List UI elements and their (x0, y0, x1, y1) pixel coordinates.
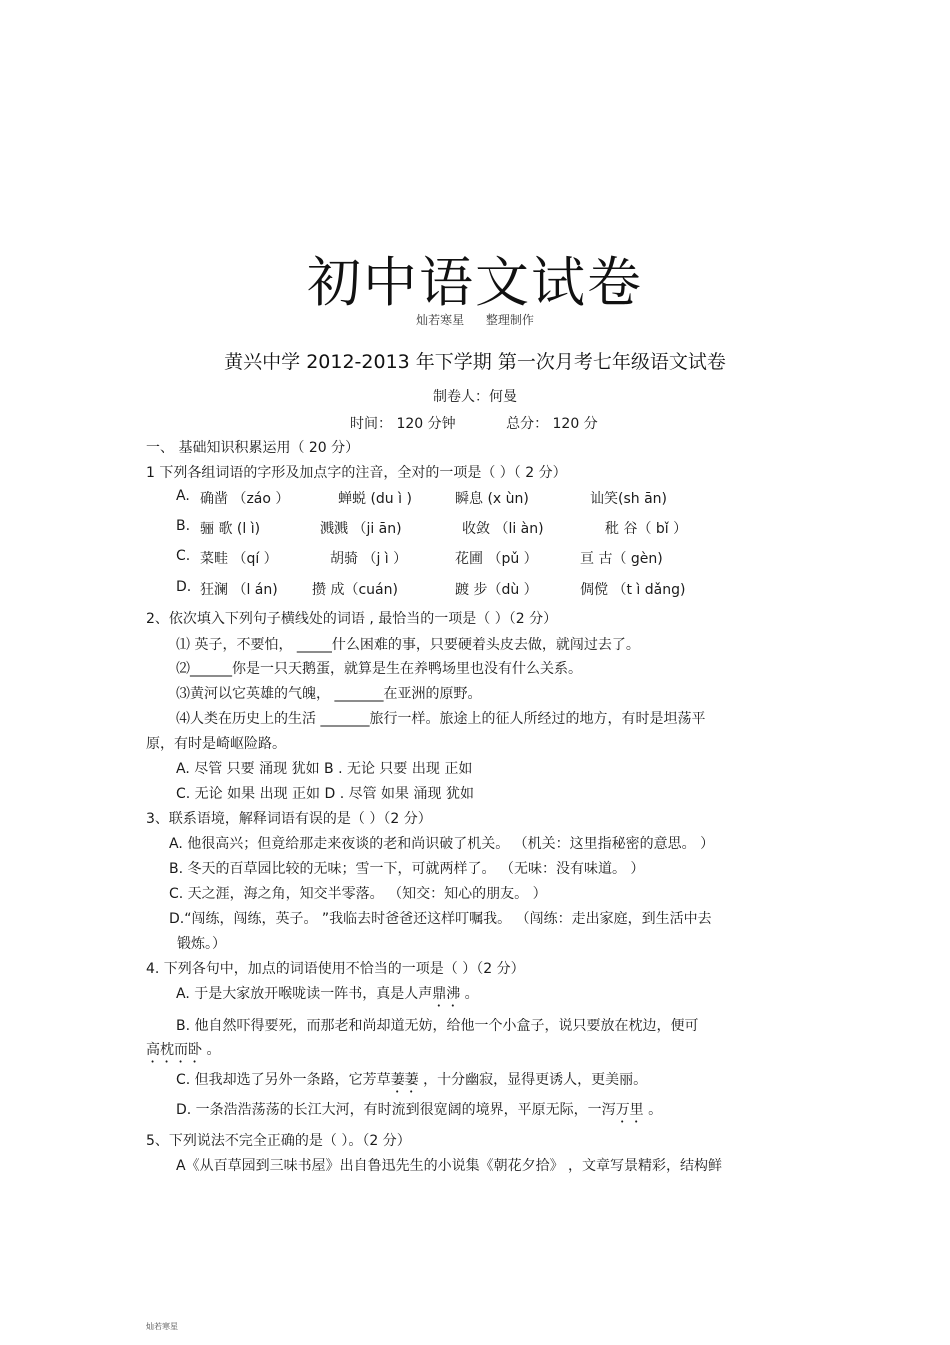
q1-option-word: 确凿 （záo ） (200, 491, 290, 507)
dotted-word: 鼎沸 (432, 986, 461, 1002)
question-4-option-b: B. 他自然吓得要死，而那老和尚却道无妨，给他一个小盒子，说只要放在枕边，便可 (176, 1018, 699, 1034)
question-4-option-c (176, 1069, 647, 1096)
time-and-score (350, 413, 598, 433)
question-3-option-c: C. 天之涯，海之角，知交半零落。 （知交：知心的朋友。 ） (169, 886, 547, 902)
q1-option-word: 讪笑(sh ān) (590, 491, 667, 507)
question-2-options-cd: C. 无论 如果 出现 正如 D . 尽管 如果 涌现 犹如 (176, 786, 474, 802)
school-title: 黄兴中学 2012-2013 年下学期 第一次月考七年级语文试卷 (224, 351, 726, 373)
text: 。 (460, 986, 479, 1002)
q1-option-word: 溅溅 （ji ān) (320, 521, 402, 537)
question-2-sentence-1: ⑴ 英子，不要怕， _____什么困难的事，只要硬着头皮去做，就闯过去了。 (176, 637, 640, 653)
q1-option-word: 菜畦 （qí ） (200, 551, 278, 567)
question-3-option-d: D.“闯练，闯练，英子。 ”我临去时爸爸还这样叮嘱我。 （闯练：走出家庭，到生活中去 (169, 911, 712, 927)
q1-option-label: C. (176, 548, 191, 564)
question-4-option-d (176, 1099, 662, 1126)
question-2-options-ab: A. 尽管 只要 涌现 犹如 B . 无论 只要 出现 正如 (176, 761, 473, 777)
author: 灿若寒星 (416, 313, 465, 327)
section-heading: 一、 基础知识积累运用（ 20 分） (146, 440, 360, 456)
q1-option-word: 秕 谷（ bǐ ） (605, 521, 688, 537)
q1-option-word: 花圃 （pǔ ） (455, 551, 538, 567)
q1-option-word: 攒 成（cuán) (312, 582, 398, 598)
question-1-stem: 1 下列各组词语的字形及加点字的注音，全对的一项是（ ）（ 2 分） (146, 465, 567, 481)
text: C. 但我却选了另外一条路，它芳草 (176, 1072, 391, 1088)
question-4-stem: 4. 下列各句中，加点的词语使用不恰当的一项是（ ）（2 分） (146, 961, 525, 977)
question-5-stem: 5、下列说法不完全正确的是（ ）。（2 分） (146, 1133, 411, 1149)
exam-time: 时间： 120 分钟 (350, 416, 456, 432)
question-2-stem: 2、依次填入下列句子横线处的词语 , 最恰当的一项是（ ）（2 分） (146, 611, 558, 627)
q1-option-label: D. (176, 579, 192, 595)
q1-option-word: 胡骑 （j ì ） (330, 551, 408, 567)
paper-maker: 制卷人：何曼 (433, 389, 517, 405)
q1-option-word: 亘 古（ gèn) (580, 551, 663, 567)
question-2-sentence-4-cont: 原，有时是崎岖险路。 (146, 736, 286, 752)
dotted-word: 萋萋 (390, 1072, 419, 1088)
page-footer: 灿若寒星 (146, 1322, 178, 1331)
q1-option-label: A. (176, 488, 190, 504)
text: D. 一条浩浩荡荡的长江大河，有时流到很宽阔的境界，平原无际，一泻 (176, 1102, 616, 1118)
text: ，十分幽寂，显得更诱人，更美丽。 (418, 1072, 648, 1088)
q1-option-word: 倜傥 （t ì dǎng) (580, 582, 686, 598)
question-4-option-a (176, 983, 479, 1010)
dotted-word: 高枕而卧 (146, 1042, 202, 1058)
q1-option-word: 骊 歌 (l ì) (200, 521, 261, 537)
q1-option-label: B. (176, 518, 191, 534)
q1-option-word: 瞬息 (x ùn) (455, 491, 529, 507)
question-3-stem: 3、联系语境，解释词语有误的是（ ）（2 分） (146, 811, 432, 827)
question-4-option-b-cont (146, 1039, 220, 1066)
text: A. 于是大家放开喉咙读一阵书，真是人声 (176, 986, 433, 1002)
q1-option-word: 蝉蜕 (du ì ) (338, 491, 412, 507)
paper-title: 初中语文试卷 (307, 251, 643, 314)
question-3-option-a: A. 他很高兴；但竟给那走来夜谈的老和尚识破了机关。 （机关：这里指秘密的意思。 ） (169, 836, 715, 852)
q1-option-word: 踱 步（dù ） (455, 582, 538, 598)
question-2-sentence-2: ⑵______你是一只天鹅蛋，就算是生在养鸭场里也没有什么关系。 (176, 661, 582, 677)
text: 。 (643, 1102, 663, 1118)
question-3-option-b: B. 冬天的百草园比较的无味；雪一下，可就两样了。 （无味：没有味道。 ） (169, 861, 645, 877)
question-2-sentence-3: ⑶黄河以它英雄的气魄， _______在亚洲的原野。 (176, 686, 482, 702)
question-5-option-a: A《从百草园到三味书屋》出自鲁迅先生的小说集《朝花夕拾》 ，文章写景精彩，结构鲜 (176, 1158, 723, 1174)
question-3-option-d-cont: 锻炼。） (177, 936, 226, 952)
q1-option-word: 狂澜 （l án) (200, 582, 278, 598)
question-2-sentence-4: ⑷人类在历史上的生活 _______旅行一样。旅途上的征人所经过的地方，有时是坦荡平 (176, 711, 706, 727)
q1-option-word: 收敛 （li àn) (462, 521, 544, 537)
editor: 整理制作 (485, 313, 534, 327)
total-score: 总分： 120 分 (506, 416, 598, 432)
paper-credits (0, 311, 950, 328)
text: 。 (202, 1042, 221, 1058)
dotted-word: 万里 (615, 1102, 644, 1118)
